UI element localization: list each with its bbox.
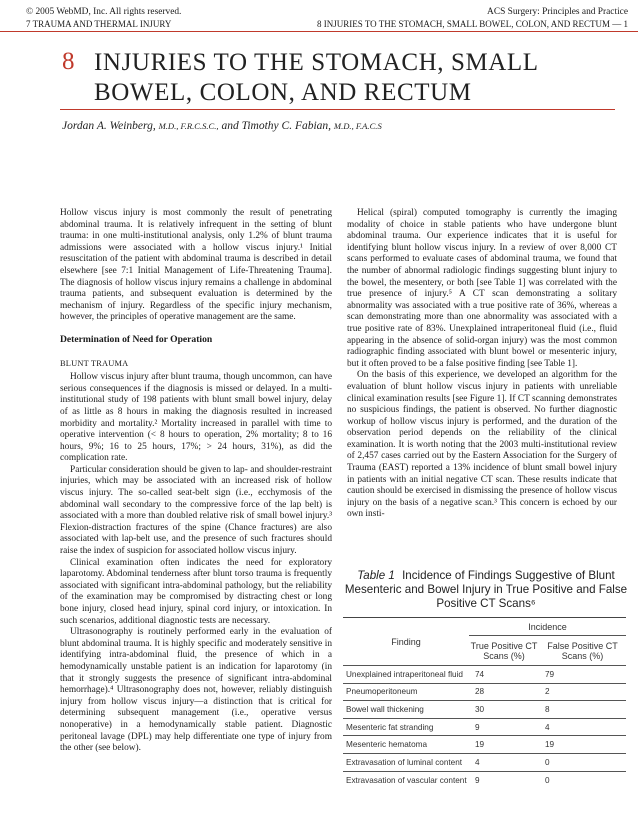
- paragraph-seat-belt: Particular consideration should be given to lap- and shoulder-restraint injuries, which may be associated with an increased risk of hollow viscus injury. The so-called seat-belt sign (i.e., ecchymosis of the abdominal wall secondary to the compressive force of the lap belt) is associated with a more than doubled relative risk of small bowel injury.³ Flexion-distraction fractures of the spine (Chance fractures) are also associated with lap-belt use, and the presence of such fractures should raise the index of suspicion for associated hollow viscus injury.: [60, 464, 332, 557]
- table-cell-fp: 79: [539, 666, 626, 684]
- table-caption: [341, 569, 631, 611]
- header-rule: [0, 31, 638, 32]
- paragraph-helical-ct: Helical (spiral) computed tomography is currently the imaging modality of choice in stable patients who have undergone blunt abdominal trauma. Our experience indicates that it is useful for identifying blunt hollow viscus injury. In a review of over 8,000 CT scans performed to evaluate cases of abdominal trauma, we found that the number of abnormal radiologic findings suggesting blunt injury to the bowel, the mesentery, or both [see Table 1] was correlated with the true presence of injury.⁵ A CT scan demonstrating a solitary abnormality was associated with a true positive rate of 36%, whereas a scan demonstrating more than one abnormality was associated with a true positive rate of 83%. Unexplained intraperitoneal fluid (i.e., fluid appearing in the absence of solid-organ injury) was the most common radiographic finding associated with blunt bowel or mesenteric injury, but it often proved to be a false positive finding [see Table 1].: [347, 208, 617, 369]
- table-cell-fp: 4: [539, 718, 626, 736]
- author-1-degrees: M.D., F.R.C.S.C.,: [158, 121, 219, 131]
- table-cell-finding: Pneumoperitoneum: [343, 683, 469, 701]
- table-row: [343, 718, 626, 736]
- table-cell-tp: 19: [469, 736, 539, 754]
- paragraph-ultrasonography: Ultrasonography is routinely performed early in the evaluation of blunt abdominal trauma. It is highly specific and moderately sensitive in identifying intra-abdominal fluid, the presence of which in a hemodynamically unstable patient is an indication for laparotomy (in that it strongly suggests the presence of significant intra-abdominal hemorrhage).⁴ Ultrasonography does not, however, reliably distinguish injury from hollow viscus injury—a distinction that is critical for determining subsequent management (i.e., operative versus nonoperative) in a hemodynamically stable patient. Diagnostic peritoneal lavage (DPL) may help differentiate one type of injury from the other (see below).: [60, 627, 332, 754]
- col-header-false-positive: False Positive CT Scans (%): [547, 640, 618, 661]
- table-cell-fp: 0: [539, 753, 626, 771]
- left-column: [60, 208, 332, 755]
- table-cell-finding: Extravasation of luminal content: [343, 753, 469, 771]
- col-header-finding: Finding: [343, 618, 469, 666]
- table-row: [343, 701, 626, 719]
- table-cell-tp: 9: [469, 771, 539, 789]
- author-join: and: [221, 120, 239, 132]
- chapter-running-head: 8 INJURIES TO THE STOMACH, SMALL BOWEL, COLON, AND RECTUM — 1: [316, 19, 628, 29]
- chapter-title: INJURIES TO THE STOMACH, SMALL BOWEL, COLON, AND RECTUM: [94, 49, 538, 106]
- table-cell-tp: 28: [469, 683, 539, 701]
- copyright-notice: © 2005 WebMD, Inc. All rights reserved.: [26, 7, 182, 17]
- table-cell-fp: 19: [539, 736, 626, 754]
- table-cell-finding: Mesenteric hematoma: [343, 736, 469, 754]
- table-cell-tp: 9: [469, 718, 539, 736]
- table-row: [343, 683, 626, 701]
- title-rule: [60, 109, 615, 110]
- section-heading: Determination of Need for Operation: [60, 333, 213, 345]
- table-cell-tp: 30: [469, 701, 539, 719]
- table-row: [343, 771, 626, 789]
- paragraph-algorithm: On the basis of this experience, we developed an algorithm for the evaluation of blunt hollow viscus injury in patients with unreliable clinical examination results [see Figure 1]. If CT scanning demonstrates no suspicious findings, the patient is observed. No further diagnostic workup of hollow viscus injury is performed, and the duration of the observation period depends on the reliability of the clinical examination. It is worth noting that the 2003 multi-institutional review of 2,457 cases carried out by the Eastern Association for the Surgery of Trauma (EAST) reported a 13% incidence of blunt small bowel injury in patients with an initial negative CT scan. These results indicate that caution should be exercised in dismissing the presence of hollow viscus injury on the basis of a negative scan.³ This concern is echoed by our own insti-: [347, 370, 617, 520]
- col-header-true-positive: True Positive CT Scans (%): [470, 640, 538, 661]
- findings-table: [343, 617, 626, 789]
- author-1-name: Jordan A. Weinberg,: [62, 120, 156, 132]
- right-column: [347, 208, 617, 521]
- table-cell-fp: 2: [539, 683, 626, 701]
- table-cell-finding: Mesenteric fat stranding: [343, 718, 469, 736]
- table-cell-tp: 74: [469, 666, 539, 684]
- table-cell-finding: Bowel wall thickening: [343, 701, 469, 719]
- table-row: [343, 736, 626, 754]
- table-cell-fp: 0: [539, 771, 626, 789]
- table-cell-tp: 4: [469, 753, 539, 771]
- table-cell-finding: Extravasation of vascular content: [343, 771, 469, 789]
- table-caption-text: Incidence of Findings Suggestive of Blunt Mesenteric and Bowel Injury in True Positive and False Positive CT Scans⁶: [344, 569, 628, 610]
- section-label: 7 TRAUMA AND THERMAL INJURY: [26, 19, 172, 29]
- book-title: ACS Surgery: Principles and Practice: [487, 7, 628, 17]
- intro-paragraph: Hollow viscus injury is most commonly the result of penetrating abdominal trauma. It is relatively infrequent in the setting of blunt trauma: in one multi-institutional analysis, only 1.2% of blunt trauma admissions were associated with a hollow viscus injury.¹ Initial resuscitation of the patient with abdominal trauma is described in detail elsewhere [see 7:1 Initial Management of Life-Threatening Trauma]. The diagnosis of hollow viscus injury remains a challenge in abdominal trauma patients, and subsequent evaluation is determined by the mechanism of injury. Regardless of the specific injury mechanism, however, the principles of operative management are the same.: [60, 208, 332, 323]
- table-cell-finding: Unexplained intraperitoneal fluid: [343, 666, 469, 684]
- table-row: [343, 753, 626, 771]
- paragraph-blunt-delay: Hollow viscus injury after blunt trauma, though uncommon, can have serious consequences if the diagnosis is missed or delayed. In a multi-institutional study of 198 patients with blunt small bowel injury, delay of as little as 8 hours in making the diagnosis resulted in increased morbidity and mortality.² Mortality increased in parallel with time to operative intervention (< 8 hours to operation, 2% mortality; 8 to 16 hours, 9%; 16 to 25 hours, 17%; > 24 hours, 31%), as did the complication rate.: [60, 372, 332, 464]
- chapter-number: 8: [62, 48, 75, 75]
- author-line: [62, 120, 382, 132]
- author-2-degrees: M.D., F.A.C.S: [333, 121, 382, 131]
- author-2-name: Timothy C. Fabian,: [241, 120, 332, 132]
- paragraph-clinical-exam: Clinical examination often indicates the need for exploratory laparotomy. Abdominal tenderness after blunt torso trauma is frequently associated with significant intra-abdominal pathology, but the reliability of the examination may be compromised by distracting chest or long bone injury, closed head injury, spinal cord injury, or intoxication. In such scenarios, additional diagnostic tests are necessary.: [60, 557, 332, 626]
- table-cell-fp: 8: [539, 701, 626, 719]
- table-row: [343, 666, 626, 684]
- table-label: Table 1: [357, 569, 395, 582]
- subsection-heading: BLUNT TRAUMA: [60, 358, 129, 368]
- col-group-incidence: Incidence: [469, 618, 626, 636]
